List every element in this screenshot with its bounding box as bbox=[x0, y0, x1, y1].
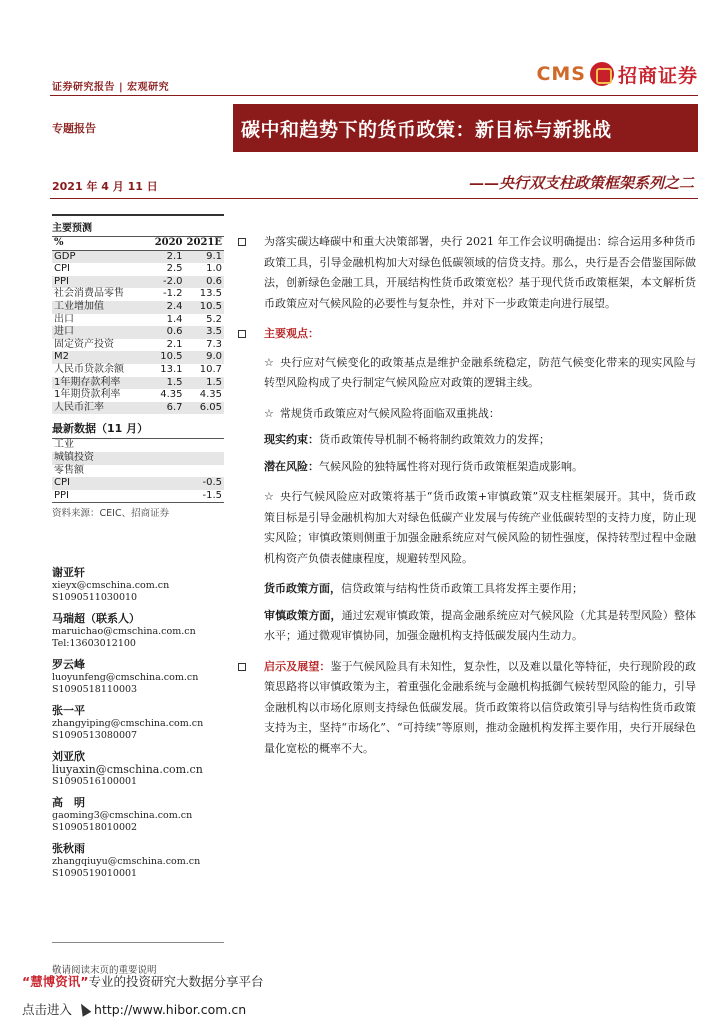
view-3b-label: 审慎政策方面， bbox=[264, 608, 342, 622]
main-content bbox=[238, 232, 696, 769]
report-date: 2021 年 4 月 11 日 bbox=[52, 180, 158, 193]
row-value bbox=[164, 439, 224, 452]
view-3b-text: 通过宏观审慎政策，提高金融系统应对气候风险（尤其是转型风险）整体水平；通过微观审慎协同，加强金融机构支持低碳发展内生动力。 bbox=[264, 608, 697, 642]
row-label: 社会消费品零售 bbox=[54, 288, 124, 300]
value-2020: 2.1 bbox=[149, 250, 185, 263]
analyst-entry bbox=[52, 658, 224, 696]
view-2a-label: 现实约束： bbox=[264, 433, 319, 446]
bullet-square-icon bbox=[238, 330, 246, 338]
row-label: PPI bbox=[54, 489, 70, 501]
analyst-email[interactable]: zhangyiping@cmschina.com.cn bbox=[52, 718, 204, 729]
view-2b bbox=[238, 457, 696, 478]
analyst-email[interactable]: zhangqiuyu@cmschina.com.cn bbox=[52, 856, 201, 867]
cursor-arrow-icon bbox=[76, 1002, 90, 1016]
value-2020: 13.1 bbox=[160, 363, 183, 375]
view-3a bbox=[238, 579, 696, 600]
analyst-email[interactable]: maruichao@cmschina.com.cn bbox=[52, 626, 196, 637]
outlook-paragraph bbox=[238, 657, 696, 760]
analyst-name: 罗云峰 bbox=[52, 658, 85, 671]
row-value bbox=[164, 452, 224, 465]
views-heading bbox=[238, 324, 696, 345]
views-label: 主要观点： bbox=[264, 327, 319, 340]
analyst-id: S1090511030010 bbox=[52, 592, 138, 603]
intro-paragraph bbox=[238, 232, 696, 314]
view-2b-label: 潜在风险： bbox=[264, 459, 319, 473]
value-2021e: 9.0 bbox=[185, 351, 224, 364]
analyst-entry bbox=[52, 566, 224, 604]
value-2021e: 7.3 bbox=[206, 338, 222, 350]
star-icon: ☆ bbox=[264, 355, 275, 369]
row-label: 人民币汇率 bbox=[52, 402, 149, 415]
header-divider bbox=[50, 95, 698, 96]
star-icon: ☆ bbox=[264, 406, 274, 420]
analyst-name: 刘亚欣 bbox=[52, 750, 85, 763]
forecast-title: 主要预测 bbox=[52, 216, 224, 237]
table-row bbox=[52, 452, 224, 465]
value-2021e: 9.1 bbox=[185, 250, 224, 263]
analyst-name: 谢亚轩 bbox=[52, 566, 85, 579]
star-icon: ☆ bbox=[264, 490, 275, 503]
value-2020: 4.35 bbox=[160, 389, 183, 401]
table-row bbox=[52, 402, 224, 415]
analyst-list bbox=[52, 566, 224, 888]
row-value bbox=[164, 465, 224, 478]
logo-emblem-icon bbox=[590, 62, 614, 86]
value-2020: 2.5 bbox=[166, 263, 183, 275]
row-label: 1年期存款利率 bbox=[52, 377, 149, 390]
footer-link-line bbox=[22, 1000, 246, 1018]
row-label: 出口 bbox=[54, 313, 74, 325]
row-label: 工业增加值 bbox=[52, 301, 149, 314]
analyst-entry bbox=[52, 842, 224, 880]
table-row bbox=[52, 288, 224, 301]
row-label: 进口 bbox=[52, 326, 149, 339]
sidebar-bottom-divider bbox=[52, 942, 224, 943]
sidebar bbox=[52, 214, 224, 519]
latest-data-title: 最新数据（11 月） bbox=[52, 420, 224, 439]
analyst-name: 张秋雨 bbox=[52, 842, 85, 855]
report-title: 碳中和趋势下的货币政策：新目标与新挑战 bbox=[241, 118, 612, 141]
value-2021e: 0.6 bbox=[185, 276, 224, 289]
analyst-email[interactable]: liuyaxin@cmschina.com.cn bbox=[52, 763, 203, 776]
row-label: GDP bbox=[52, 250, 149, 263]
latest-data-table bbox=[52, 439, 224, 502]
row-value: -1.5 bbox=[202, 489, 222, 501]
view-3b bbox=[238, 606, 696, 647]
table-row bbox=[52, 339, 224, 352]
row-label: 零售额 bbox=[54, 464, 84, 476]
row-label: 1年期贷款利率 bbox=[54, 389, 121, 401]
table-row bbox=[52, 364, 224, 377]
table-row bbox=[52, 477, 224, 490]
report-series: ——央行双支柱政策框架系列之二 bbox=[468, 174, 694, 192]
disclaimer: 敬请阅读末页的重要说明 bbox=[52, 965, 157, 976]
value-2020: 1.5 bbox=[149, 377, 185, 390]
value-2021e: 10.7 bbox=[199, 363, 222, 375]
table-row bbox=[52, 276, 224, 289]
view-3-text: 央行气候风险应对政策将基于“货币政策+审慎政策”双支柱框架展开。其中，货币政策目标是引导金融机构加大对绿色低碳产业发展与传统产业低碳转型的支持力度，防止现实风险；审慎政策则侧重于加强金融系统应对气候风险的韧性强度，保持转型过程中金融机构资产负债表健康程度，规避转型风险。 bbox=[264, 490, 696, 565]
analyst-name: 高 明 bbox=[52, 796, 85, 809]
row-label: 城镇投资 bbox=[52, 452, 164, 465]
footer-brand: “慧博资讯” bbox=[22, 974, 89, 989]
data-source: 资料来源：CEIC、招商证券 bbox=[52, 502, 224, 519]
analyst-id: S1090513080007 bbox=[52, 730, 138, 741]
value-2021e: 4.35 bbox=[199, 389, 222, 401]
forecast-header-row bbox=[52, 237, 224, 250]
table-row bbox=[52, 263, 224, 276]
value-2021e: 5.2 bbox=[206, 313, 222, 325]
row-label: CPI bbox=[54, 263, 70, 275]
view-3 bbox=[238, 487, 696, 569]
table-row bbox=[52, 351, 224, 364]
value-2020: 1.4 bbox=[166, 313, 183, 325]
value-2020: 2.4 bbox=[149, 301, 185, 314]
view-1 bbox=[238, 353, 696, 394]
view-3a-text: 信贷政策与结构性货币政策工具将发挥主要作用； bbox=[341, 582, 583, 595]
table-row bbox=[52, 250, 224, 263]
logo-text-cn: 招商证券 bbox=[617, 64, 698, 87]
analyst-id: S1090518110003 bbox=[52, 684, 138, 695]
logo-text-en: CMS bbox=[536, 63, 586, 85]
value-2021e: 10.5 bbox=[185, 301, 224, 314]
value-2021e: 3.5 bbox=[185, 326, 224, 339]
table-row bbox=[52, 389, 224, 402]
forecast-table bbox=[52, 237, 224, 414]
table-row bbox=[52, 439, 224, 452]
row-label: PPI bbox=[52, 276, 149, 289]
value-2020: -2.0 bbox=[149, 276, 185, 289]
view-2a-text: 货币政策传导机制不畅将制约政策效力的发挥； bbox=[319, 433, 550, 446]
table-row bbox=[52, 301, 224, 314]
value-2020: 0.6 bbox=[149, 326, 185, 339]
value-2020: 2.1 bbox=[166, 338, 183, 350]
value-2021e: 1.0 bbox=[206, 263, 222, 275]
forecast-header-2020: 2020 bbox=[149, 237, 185, 250]
analyst-entry bbox=[52, 750, 224, 788]
title-banner bbox=[233, 104, 698, 152]
view-2b-text: 气候风险的独特属性将对现行货币政策框架造成影响。 bbox=[319, 459, 583, 473]
row-label: 工业 bbox=[54, 439, 74, 451]
value-2020: 10.5 bbox=[149, 351, 185, 364]
table-row bbox=[52, 490, 224, 503]
analyst-entry bbox=[52, 704, 224, 742]
row-label: M2 bbox=[52, 351, 149, 364]
intro-text: 为落实碳达峰碳中和重大决策部署，央行 2021 年工作会议明确提出：综合运用多种货币政策工具，引导金融机构加大对绿色低碳领域的信贷支持。那么，央行是否会借鉴国际做法，创新绿色金融工具，开展结构性货币政策宽松？基于现代货币政策框架，本文解析货币政策应对气候风险的必要性与复杂性，并对下一步政策走向进行展望。 bbox=[264, 235, 696, 310]
company-logo bbox=[536, 58, 698, 90]
value-2020: -1.2 bbox=[163, 288, 183, 300]
table-row bbox=[52, 326, 224, 339]
footer-link[interactable]: http://www.hibor.com.cn bbox=[94, 1001, 247, 1017]
report-category: 证券研究报告 | 宏观研究 bbox=[52, 82, 170, 93]
bullet-square-icon bbox=[238, 663, 246, 671]
analyst-email[interactable]: luoyunfeng@cmschina.com.cn bbox=[52, 672, 199, 683]
footer-promo bbox=[22, 972, 263, 990]
report-type: 专题报告 bbox=[52, 122, 96, 135]
view-3a-label: 货币政策方面， bbox=[264, 582, 341, 595]
view-2 bbox=[238, 404, 696, 425]
row-label: 人民币贷款余额 bbox=[54, 363, 124, 375]
row-label: 固定资产投资 bbox=[54, 338, 114, 350]
analyst-name: 张一平 bbox=[52, 704, 85, 717]
table-row bbox=[52, 314, 224, 327]
row-label: CPI bbox=[52, 477, 164, 490]
analyst-email[interactable]: xieyx@cmschina.com.cn bbox=[52, 580, 170, 591]
table-row bbox=[52, 465, 224, 478]
value-2021e: 6.05 bbox=[185, 402, 224, 415]
outlook-label: 启示及展望： bbox=[264, 659, 331, 673]
analyst-entry bbox=[52, 612, 224, 650]
outlook-text: 鉴于气候风险具有未知性，复杂性，以及难以量化等特征，央行现阶段的政策思路将以审慎政策为主，着重强化金融系统与金融机构抵御气候转型风险的能力，引导金融机构以市场化原则支持绿色低碳发展。货币政策将以信贷政策引导与结构性货币政策支持为主，坚持“市场化”、“可持续”等原则，推动金融机构发挥主要作用，央行开展绿色量化宽松的概率不大。 bbox=[264, 659, 697, 755]
forecast-header-2021e: 2021E bbox=[185, 237, 224, 250]
analyst-name: 马瑞超（联系人） bbox=[52, 612, 140, 625]
footer-tagline: 专业的投资研究大数据分享平台 bbox=[88, 974, 264, 989]
row-value: -0.5 bbox=[164, 477, 224, 490]
analyst-tel: Tel:13603012100 bbox=[52, 638, 136, 649]
footer-link-prefix: 点击进入 bbox=[22, 1002, 73, 1017]
view-2a bbox=[238, 430, 696, 451]
analyst-email[interactable]: gaoming3@cmschina.com.cn bbox=[52, 810, 193, 821]
view-2-text: 常规货币政策应对气候风险将面临双重挑战： bbox=[279, 406, 500, 420]
bullet-square-icon bbox=[238, 238, 246, 246]
forecast-header-unit: % bbox=[52, 237, 149, 250]
analyst-id: S1090516100001 bbox=[52, 776, 138, 787]
value-2020: 6.7 bbox=[149, 402, 185, 415]
analyst-id: S1090518010002 bbox=[52, 822, 138, 833]
value-2021e: 13.5 bbox=[199, 288, 222, 300]
analyst-id: S1090519010001 bbox=[52, 868, 138, 879]
value-2021e: 1.5 bbox=[185, 377, 224, 390]
table-row bbox=[52, 377, 224, 390]
analyst-entry bbox=[52, 796, 224, 834]
view-1-text: 央行应对气候变化的政策基点是维护金融系统稳定，防范气候变化带来的现实风险与转型风险构成了央行制定气候风险应对政策的逻辑主线。 bbox=[264, 355, 696, 389]
title-divider bbox=[50, 198, 698, 199]
